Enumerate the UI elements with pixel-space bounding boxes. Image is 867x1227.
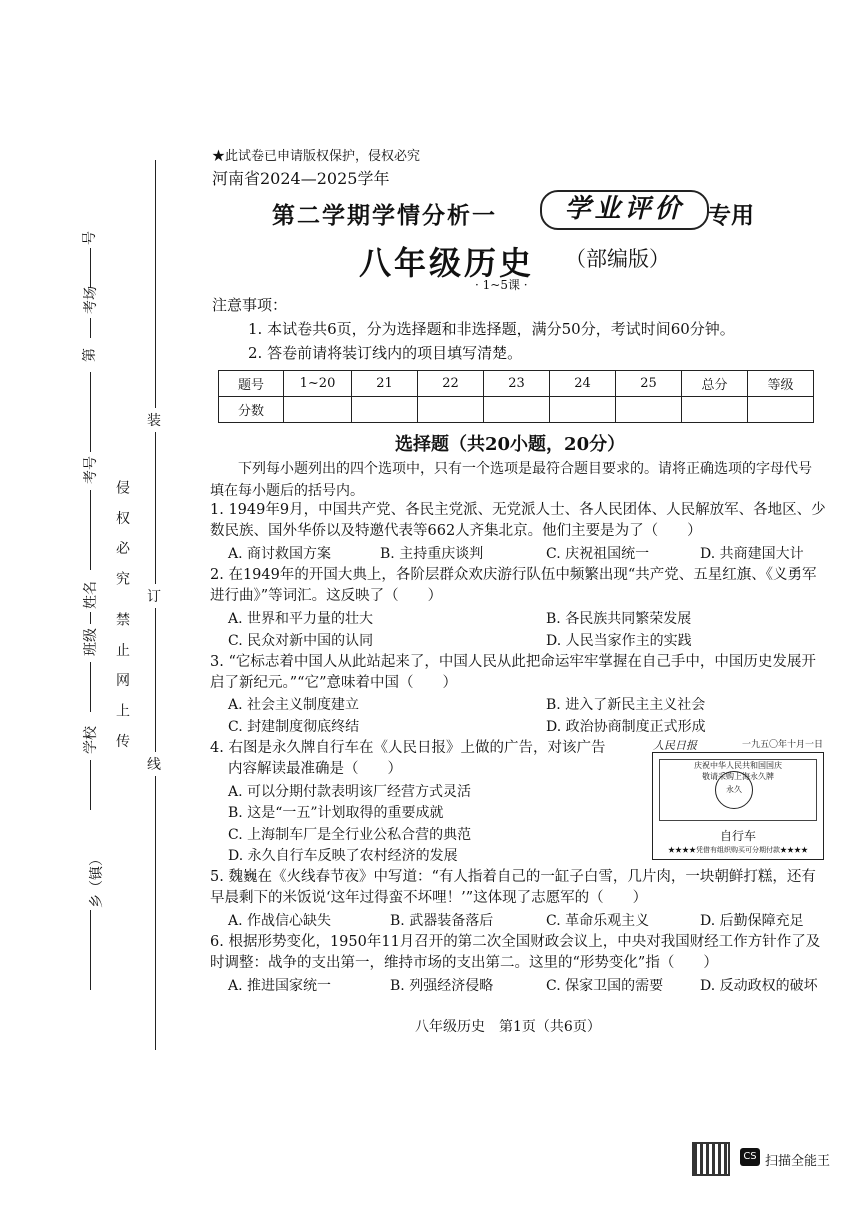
- section-title: 选择题（共20小题，20分）: [395, 434, 626, 455]
- score-cell[interactable]: [284, 397, 352, 423]
- binding-label-name: 姓名: [83, 581, 99, 609]
- exam-subtitle: 第二学期学情分析一: [272, 202, 497, 229]
- question-2-option-c[interactable]: C. 民众对新中国的认同: [228, 633, 374, 649]
- question-6-option-d[interactable]: D. 反动政权的破坏: [700, 978, 818, 994]
- score-table-header-row: [219, 371, 814, 397]
- ad-footnote: ★★★★凭借有组织购买可分期付款★★★★: [668, 846, 808, 854]
- score-cell[interactable]: [352, 397, 418, 423]
- score-table: [218, 370, 814, 423]
- binding-label-exam-room: 考场: [83, 286, 99, 314]
- binding-mark-ding: 订: [147, 584, 161, 608]
- badge-tail: 专用: [708, 202, 754, 229]
- score-table-header: 21: [352, 371, 418, 397]
- score-table-header: 题号: [219, 371, 284, 397]
- ad-date: 一九五〇年十月一日: [741, 740, 823, 750]
- town-blank-lower[interactable]: [90, 910, 91, 990]
- scanner-watermark: 扫描全能王: [765, 1154, 831, 1169]
- question-6-stem: 6. 根据形势变化，1950年11月召开的第二次全国财政会议上，中央对我国财经工作方针作了及时调整：战争的支出第一，维持市场的支出第二。这里的“形势变化”指（ ）: [210, 934, 821, 971]
- question-3-stem: 3. “它标志着中国人从此站起来了，中国人民从此把命运牢牢掌握在自己手中，中国历史发展开启了新纪元。”“它”意味着中国（ ）: [210, 654, 816, 691]
- score-table-header: 总分: [682, 371, 748, 397]
- note-item-2: 2. 答卷前请将装订线内的项目填写清楚。: [248, 344, 523, 362]
- question-6-option-c[interactable]: C. 保家卫国的需要: [546, 978, 664, 994]
- binding-label-exam-id: 考号: [83, 456, 99, 484]
- question-1-option-c[interactable]: C. 庆祝祖国统一: [546, 546, 650, 562]
- binding-label-di: 第: [82, 348, 98, 362]
- ad-brand-logo: 永久: [715, 771, 753, 809]
- question-6-option-a[interactable]: A. 推进国家统一: [228, 978, 332, 994]
- score-cell[interactable]: [550, 397, 616, 423]
- question-2-stem: 2. 在1949年的开国大典上，各阶层群众欢庆游行队伍中频繁出现“共产党、五星红旗、《义勇军进行曲》”等词汇。这反映了（ ）: [210, 567, 817, 604]
- page-footer: 八年级历史 第1页（共6页）: [415, 1019, 601, 1035]
- exam-room-blank[interactable]: [90, 248, 91, 288]
- binding-label-school: 学校: [83, 726, 99, 754]
- question-2-option-a[interactable]: A. 世界和平力量的壮大: [228, 611, 374, 627]
- question-1-stem: 1. 1949年9月，中国共产党、各民主党派、无党派人士、各人民团体、人民解放军、各地区、少数民族、国外华侨以及特邀代表等662人齐集北京。他们主要是为了（ ）: [210, 502, 826, 539]
- question-3-option-b[interactable]: B. 进入了新民主主义社会: [546, 697, 706, 713]
- question-4-stem-line1: 4. 右图是永久牌自行车在《人民日报》上做的广告，对该广告: [210, 740, 606, 756]
- score-cell[interactable]: [682, 397, 748, 423]
- question-2-option-d[interactable]: D. 人民当家作主的实践: [546, 633, 692, 649]
- score-table-header: 25: [616, 371, 682, 397]
- score-table-header: 24: [550, 371, 616, 397]
- question-5-stem: 5. 魏巍在《火线春节夜》中写道：“有人指着自己的一缸子白雪，几片肉，一块朝鲜打糕，还有早晨剩下的米饭说‘这年过得蛮不坏哩！’”这体现了志愿军的（ ）: [210, 869, 816, 906]
- question-3-option-d[interactable]: D. 政治协商制度正式形成: [546, 719, 706, 735]
- score-table-score-row: [219, 397, 814, 423]
- score-cell[interactable]: [616, 397, 682, 423]
- binding-inner-text: 侵 权 必 究: [114, 480, 130, 592]
- binding-label-town: 乡（镇）: [89, 852, 105, 908]
- binding-label-exam-room-no: 号: [82, 231, 98, 245]
- score-table-header: 1~20: [284, 371, 352, 397]
- evaluation-badge: 学业评价: [540, 190, 709, 230]
- lesson-range: · 1~5课 ·: [475, 278, 528, 292]
- question-2-option-b[interactable]: B. 各民族共同繁荣发展: [546, 611, 692, 627]
- name-blank[interactable]: [90, 490, 91, 570]
- ad-product: 自行车: [719, 829, 756, 843]
- score-cell[interactable]: [748, 397, 814, 423]
- question-4-stem-line2: 内容解读最准确是（ ）: [228, 761, 402, 777]
- ad-line-1: 庆祝中华人民共和国国庆: [694, 761, 782, 770]
- binding-label-class: 班级: [83, 628, 99, 656]
- school-blank[interactable]: [90, 662, 91, 712]
- score-table-header: 等级: [748, 371, 814, 397]
- question-4-option-c[interactable]: C. 上海制车厂是全行业公私合营的典范: [228, 827, 472, 843]
- section-instruction: 下列每小题列出的四个选项中，只有一个选项是最符合题目要求的。请将正确选项的字母代号填在每小题后的括号内。: [210, 461, 812, 499]
- ad-line-2: 敬请采购上海永久牌: [702, 772, 774, 781]
- score-row-label: 分数: [219, 397, 284, 423]
- question-4-option-b[interactable]: B. 这是“一五”计划取得的重要成就: [228, 805, 444, 821]
- score-table-header: 23: [484, 371, 550, 397]
- question-1-option-b[interactable]: B. 主持重庆谈判: [380, 546, 484, 562]
- cs-badge-icon: CS: [740, 1148, 760, 1166]
- question-5-option-b[interactable]: B. 武器装备落后: [390, 913, 494, 929]
- copyright-notice: ★此试卷已申请版权保护，侵权必究: [212, 149, 421, 164]
- question-1-option-d[interactable]: D. 共商建国大计: [700, 546, 804, 562]
- edition-label: （部编版）: [565, 247, 670, 271]
- question-5-option-d[interactable]: D. 后勤保障充足: [700, 913, 804, 929]
- town-blank[interactable]: [90, 760, 91, 810]
- question-3-option-a[interactable]: A. 社会主义制度建立: [228, 697, 360, 713]
- question-5-option-c[interactable]: C. 革命乐观主义: [546, 913, 650, 929]
- notes-title: 注意事项：: [212, 296, 288, 314]
- ad-newspaper: 人民日报: [653, 739, 697, 752]
- question-5-option-a[interactable]: A. 作战信心缺失: [228, 913, 332, 929]
- ad-header: [653, 737, 823, 753]
- binding-mark-zhuang: 装: [147, 408, 161, 432]
- exam-id-blank[interactable]: [90, 372, 91, 452]
- score-table-header: 22: [418, 371, 484, 397]
- binding-inner-text2: 禁 止 网 上 传: [114, 612, 130, 754]
- qr-code-icon: [692, 1142, 730, 1176]
- exam-room-number-blank[interactable]: [90, 318, 91, 338]
- question-6-option-b[interactable]: B. 列强经济侵略: [390, 978, 494, 994]
- note-item-1: 1. 本试卷共6页，分为选择题和非选择题，满分50分，考试时间60分钟。: [248, 320, 735, 338]
- question-1-option-a[interactable]: A. 商讨救国方案: [228, 546, 332, 562]
- page-title: 八年级历史: [359, 244, 535, 282]
- question-3-option-c[interactable]: C. 封建制度彻底终结: [228, 719, 360, 735]
- score-cell[interactable]: [484, 397, 550, 423]
- class-blank[interactable]: [90, 612, 91, 624]
- question-4-option-a[interactable]: A. 可以分期付款表明该厂经营方式灵活: [228, 784, 472, 800]
- bicycle-advertisement: [652, 739, 824, 860]
- question-4-option-d[interactable]: D. 永久自行车反映了农村经济的发展: [228, 848, 458, 864]
- score-cell[interactable]: [418, 397, 484, 423]
- binding-mark-xian: 线: [147, 752, 161, 776]
- province-year: 河南省2024—2025学年: [212, 169, 390, 188]
